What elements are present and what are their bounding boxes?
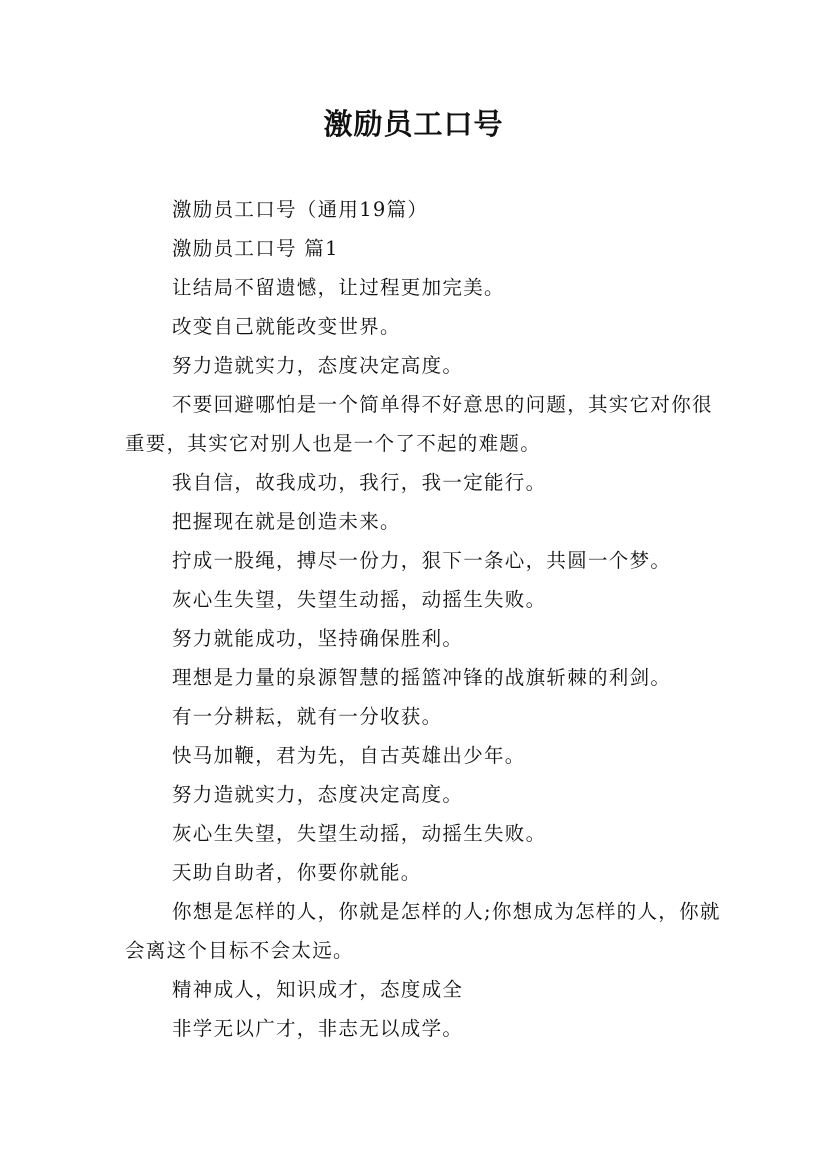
document-body bbox=[125, 190, 725, 1048]
paragraph: 理想是力量的泉源智慧的摇篮冲锋的战旗斩棘的利剑。 bbox=[172, 666, 672, 689]
paragraph: 让结局不留遗憾，让过程更加完美。 bbox=[172, 276, 505, 299]
paragraph: 努力造就实力，态度决定高度。 bbox=[172, 783, 464, 806]
paragraph: 把握现在就是创造未来。 bbox=[172, 510, 401, 533]
paragraph: 拧成一股绳，搏尽一份力，狠下一条心，共圆一个梦。 bbox=[172, 549, 672, 572]
paragraph: 改变自己就能改变世界。 bbox=[172, 315, 401, 338]
paragraph: 激励员工口号 篇1 bbox=[172, 237, 339, 260]
paragraph: 我自信，故我成功，我行，我一定能行。 bbox=[172, 471, 547, 494]
paragraph: 精神成人，知识成才，态度成全 bbox=[172, 978, 464, 1001]
paragraph: 非学无以广才，非志无以成学。 bbox=[172, 1017, 464, 1040]
paragraph: 激励员工口号（通用19篇） bbox=[172, 198, 429, 221]
paragraph: 快马加鞭，君为先，自古英雄出少年。 bbox=[172, 744, 526, 767]
paragraph: 天助自助者，你要你就能。 bbox=[172, 861, 422, 884]
paragraph: 灰心生失望，失望生动摇，动摇生失败。 bbox=[172, 588, 547, 611]
paragraph: 努力就能成功，坚持确保胜利。 bbox=[172, 627, 464, 650]
paragraph: 你想是怎样的人，你就是怎样的人;你想成为怎样的人，你就会离这个目标不会太远。 bbox=[125, 900, 721, 962]
paragraph: 灰心生失望，失望生动摇，动摇生失败。 bbox=[172, 822, 547, 845]
paragraph: 不要回避哪怕是一个简单得不好意思的问题，其实它对你很重要，其实它对别人也是一个了不起的难题。 bbox=[125, 393, 713, 455]
document-title: 激励员工口号 bbox=[323, 107, 504, 141]
paragraph: 有一分耕耘，就有一分收获。 bbox=[172, 705, 443, 728]
paragraph: 努力造就实力，态度决定高度。 bbox=[172, 354, 464, 377]
